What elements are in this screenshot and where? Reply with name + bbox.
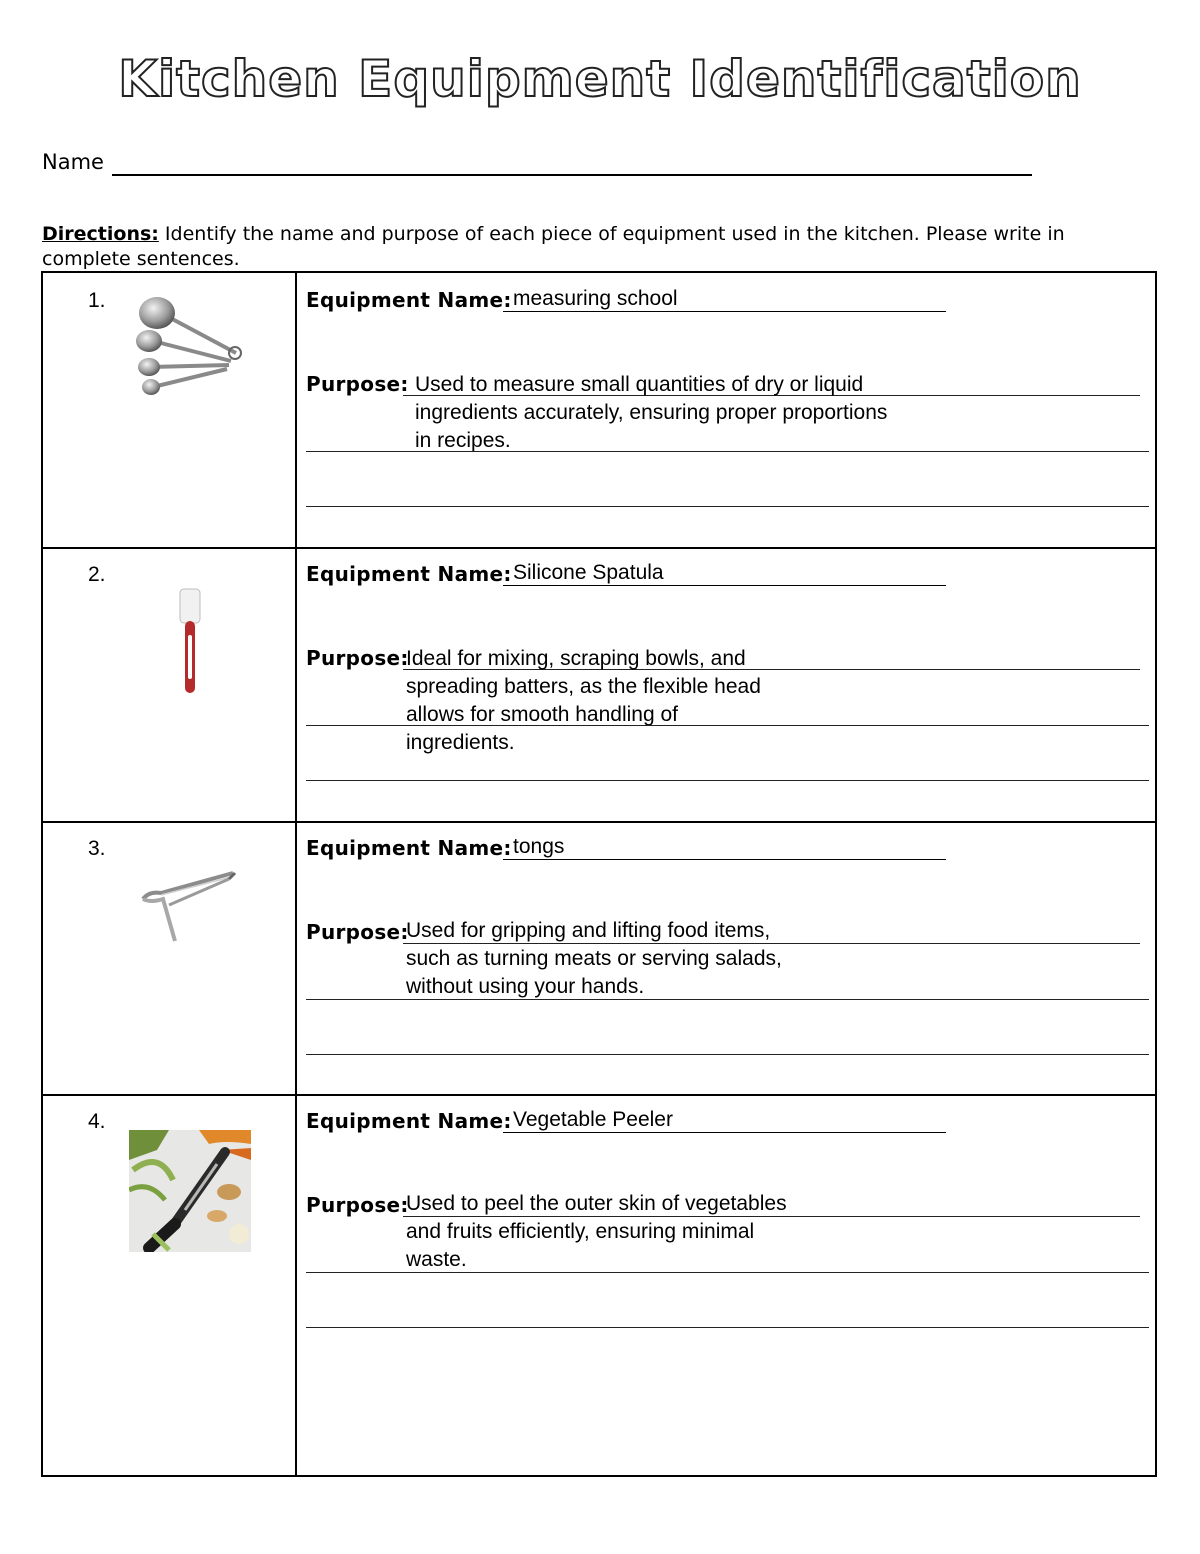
directions-text: Identify the name and purpose of each piece of equipment used in the kitchen. Please write in complete sentences. (42, 223, 1065, 270)
purpose-line[interactable] (306, 999, 1149, 1000)
purpose-line[interactable] (306, 780, 1149, 781)
equipment-name-label: Equipment Name: (306, 288, 512, 312)
equipment-table (41, 271, 1157, 1477)
purpose-line[interactable] (306, 725, 1149, 726)
measuring-spoons-icon (131, 291, 251, 406)
purpose-label: Purpose: (306, 920, 409, 944)
item-number: 3. (88, 837, 106, 860)
name-row (42, 150, 1032, 180)
equipment-name-label: Equipment Name: (306, 836, 512, 860)
equipment-name-value: Vegetable Peeler (513, 1108, 673, 1131)
purpose-label: Purpose: (306, 372, 409, 396)
item-number: 4. (88, 1110, 106, 1133)
purpose-label: Purpose: (306, 1193, 409, 1217)
equipment-name-value: tongs (513, 835, 565, 858)
equipment-name-value: measuring school (513, 287, 678, 310)
directions (42, 222, 1142, 272)
purpose-label: Purpose: (306, 646, 409, 670)
purpose-line[interactable] (306, 1272, 1149, 1273)
table-row (43, 823, 1155, 1095)
directions-label: Directions: (42, 223, 159, 245)
equipment-name-line[interactable] (503, 585, 946, 586)
purpose-text: Used to peel the outer skin of vegetables and fruits efficiently, ensuring minimal waste. (406, 1192, 787, 1271)
purpose-text: Used to measure small quantities of dry or liquid ingredients accurately, ensuring proper proportions in recipes. (415, 373, 888, 452)
purpose-line[interactable] (306, 506, 1149, 507)
item-number: 2. (88, 563, 106, 586)
tongs-icon (139, 869, 239, 945)
purpose-line[interactable] (306, 1054, 1149, 1055)
equipment-name-line[interactable] (503, 859, 946, 860)
equipment-name-label: Equipment Name: (306, 1109, 512, 1133)
name-field[interactable] (112, 174, 1032, 176)
purpose-line[interactable] (306, 1327, 1149, 1328)
item-number: 1. (88, 289, 106, 312)
purpose-text: Used for gripping and lifting food items, such as turning meats or serving salads, without using your hands. (406, 919, 782, 998)
table-row (43, 549, 1155, 821)
name-label: Name (42, 150, 104, 174)
page-title: Kitchen Equipment Identification (118, 50, 1082, 108)
purpose-line[interactable] (306, 451, 1149, 452)
equipment-name-line[interactable] (503, 1132, 946, 1133)
equipment-name-value: Silicone Spatula (513, 561, 664, 584)
equipment-name-line[interactable] (503, 311, 946, 312)
silicone-spatula-icon (171, 587, 207, 697)
equipment-name-label: Equipment Name: (306, 562, 512, 586)
table-row (43, 1096, 1155, 1476)
vegetable-peeler-icon (129, 1130, 251, 1252)
purpose-text: Ideal for mixing, scraping bowls, and spreading batters, as the flexible head allows for smooth handling of ingredients. (406, 647, 761, 754)
table-row (43, 273, 1155, 547)
